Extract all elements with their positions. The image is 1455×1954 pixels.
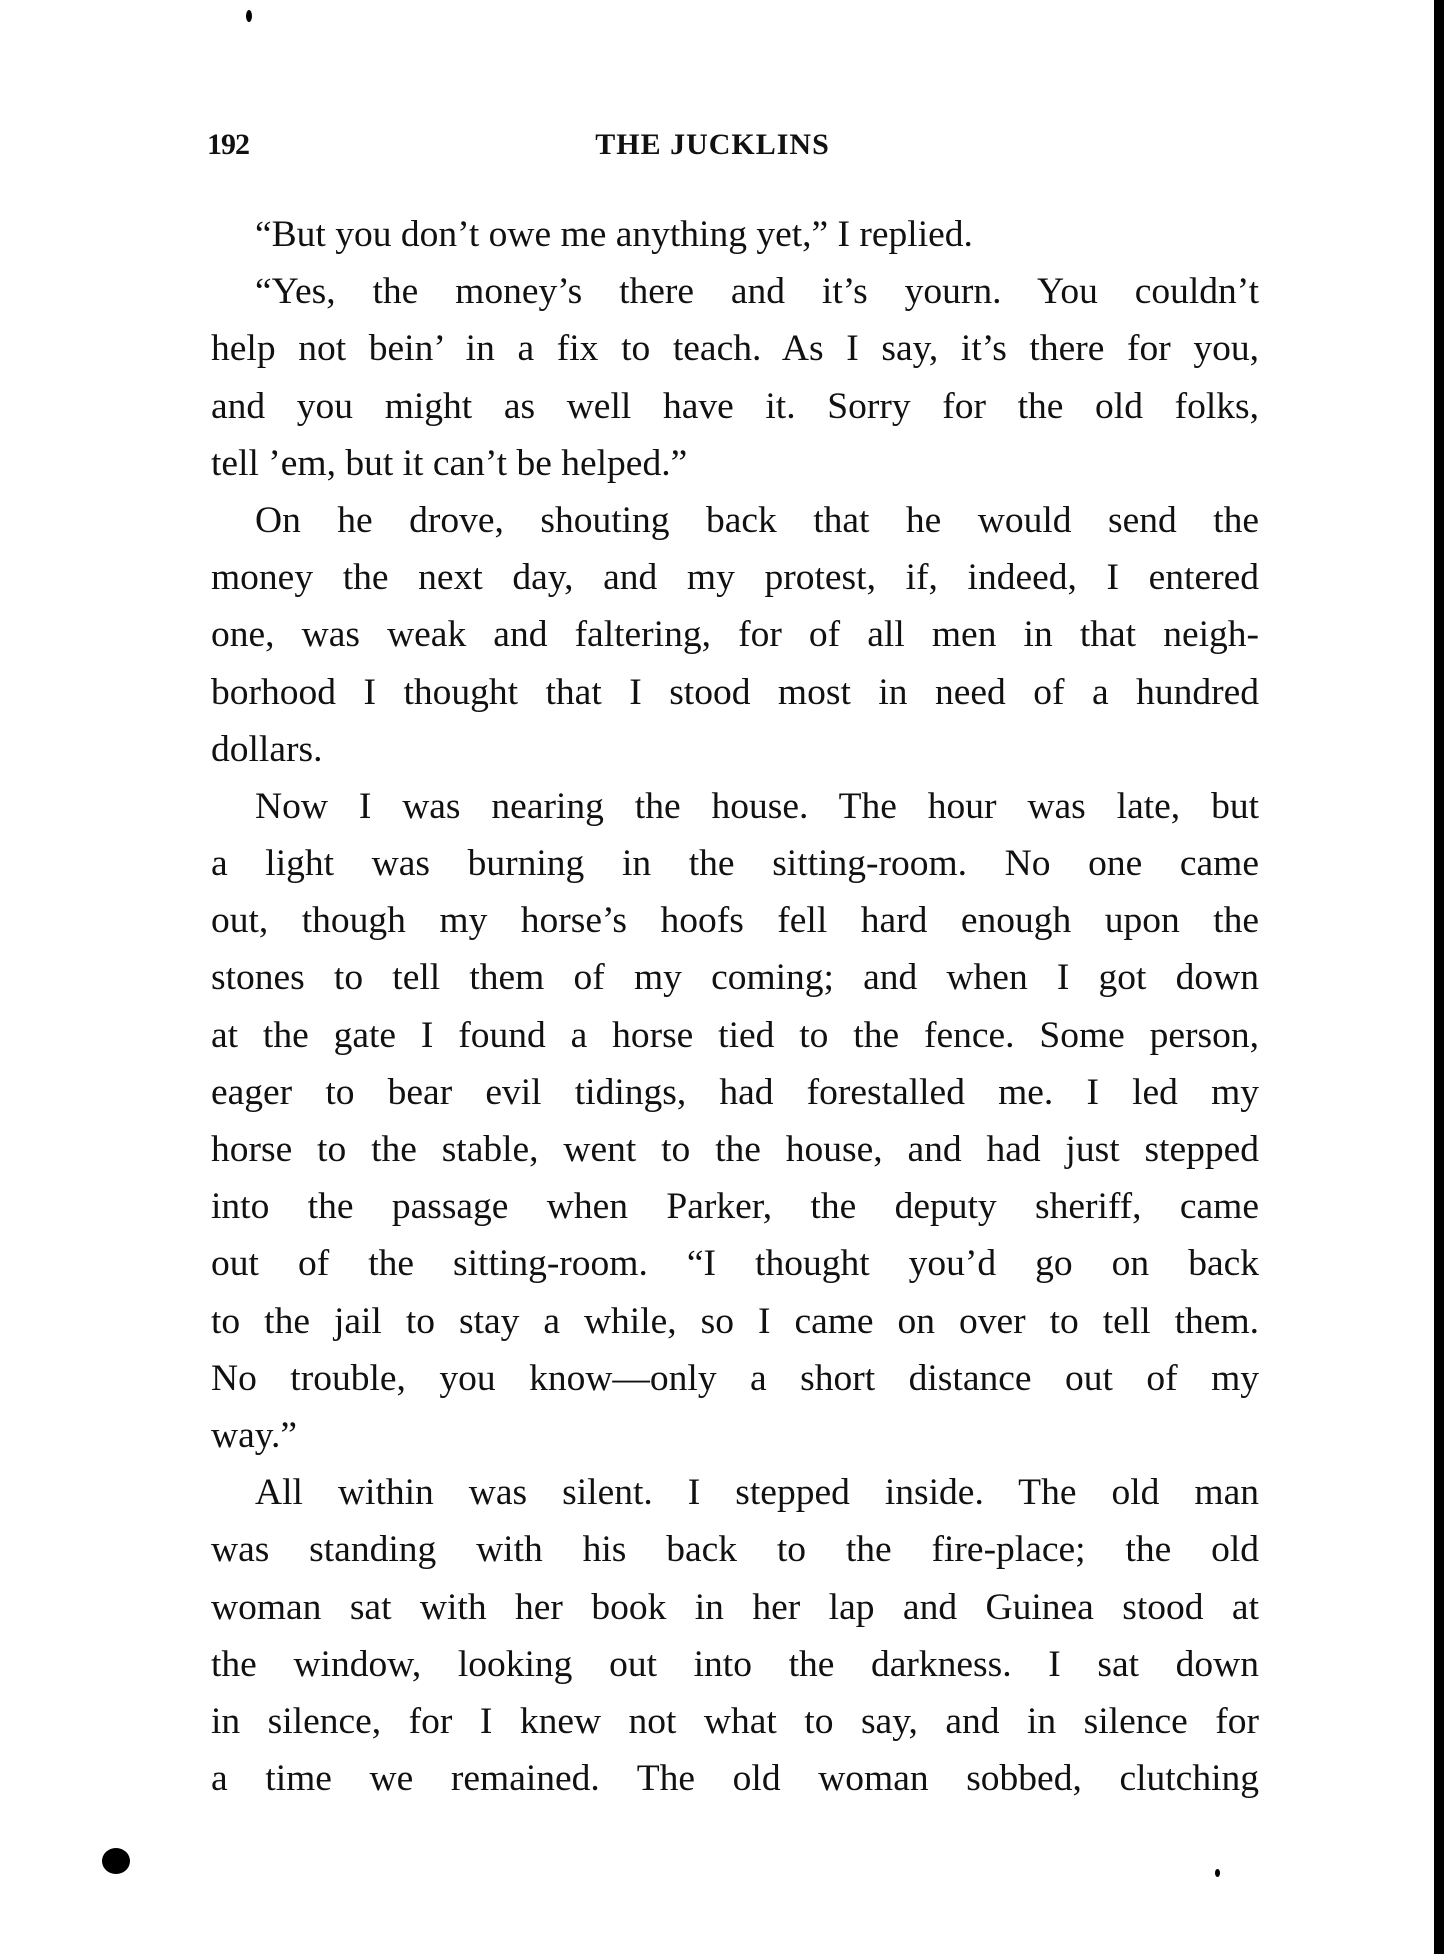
text-line: out, though my horse’s hoofs fell hard enough upon the (211, 900, 1259, 942)
text-line: woman sat with her book in her lap and Guinea stood at (211, 1586, 1259, 1628)
text-line: borhood I thought that I stood most in need of a hundred (211, 671, 1259, 713)
text-line: All within was silent. I stepped inside. The old man (255, 1472, 1259, 1514)
text-line: No trouble, you know—only a short distance out of my (211, 1357, 1259, 1399)
page-binding-edge (1434, 0, 1444, 1954)
ink-speck (1215, 1869, 1220, 1877)
text-line: stones to tell them of my coming; and when I got down (211, 957, 1259, 999)
body-text (211, 206, 1259, 1807)
text-line: “Yes, the money’s there and it’s yourn. You couldn’t (255, 271, 1259, 313)
text-line: into the passage when Parker, the deputy sheriff, came (211, 1186, 1259, 1228)
text-line: at the gate I found a horse tied to the fence. Some person, (211, 1014, 1259, 1056)
text-line: a time we remained. The old woman sobbed, clutching (211, 1758, 1259, 1800)
text-line: a light was burning in the sitting-room. No one came (211, 843, 1259, 885)
text-line: dollars. (211, 728, 323, 770)
text-line: out of the sitting-room. “I thought you’d go on back (211, 1243, 1259, 1285)
text-line: money the next day, and my protest, if, indeed, I entered (211, 557, 1259, 599)
text-line: tell ’em, but it can’t be helped.” (211, 442, 688, 484)
text-line: one, was weak and faltering, for of all men in that neigh- (211, 614, 1259, 656)
page-number: 192 (207, 128, 249, 161)
text-line: On he drove, shouting back that he would send the (255, 499, 1259, 541)
text-line: the window, looking out into the darkness. I sat down (211, 1643, 1259, 1685)
text-line: to the jail to stay a while, so I came on over to tell them. (211, 1300, 1259, 1342)
text-line: and you might as well have it. Sorry for the old folks, (211, 385, 1259, 427)
text-line: Now I was nearing the house. The hour was late, but (255, 785, 1259, 827)
text-line: help not bein’ in a fix to teach. As I say, it’s there for you, (211, 328, 1259, 370)
text-line: way.” (211, 1414, 298, 1456)
text-line: was standing with his back to the fire-place; the old (211, 1529, 1259, 1571)
running-title: THE JUCKLINS (595, 128, 830, 161)
ink-speck (246, 10, 252, 22)
text-line: eager to bear evil tidings, had forestalled me. I led my (211, 1071, 1259, 1113)
text-line: “But you don’t owe me anything yet,” I replied. (255, 214, 973, 255)
text-line: horse to the stable, went to the house, and had just stepped (211, 1129, 1259, 1170)
ink-speck (102, 1848, 130, 1874)
text-line: in silence, for I knew not what to say, and in silence for (211, 1700, 1259, 1742)
